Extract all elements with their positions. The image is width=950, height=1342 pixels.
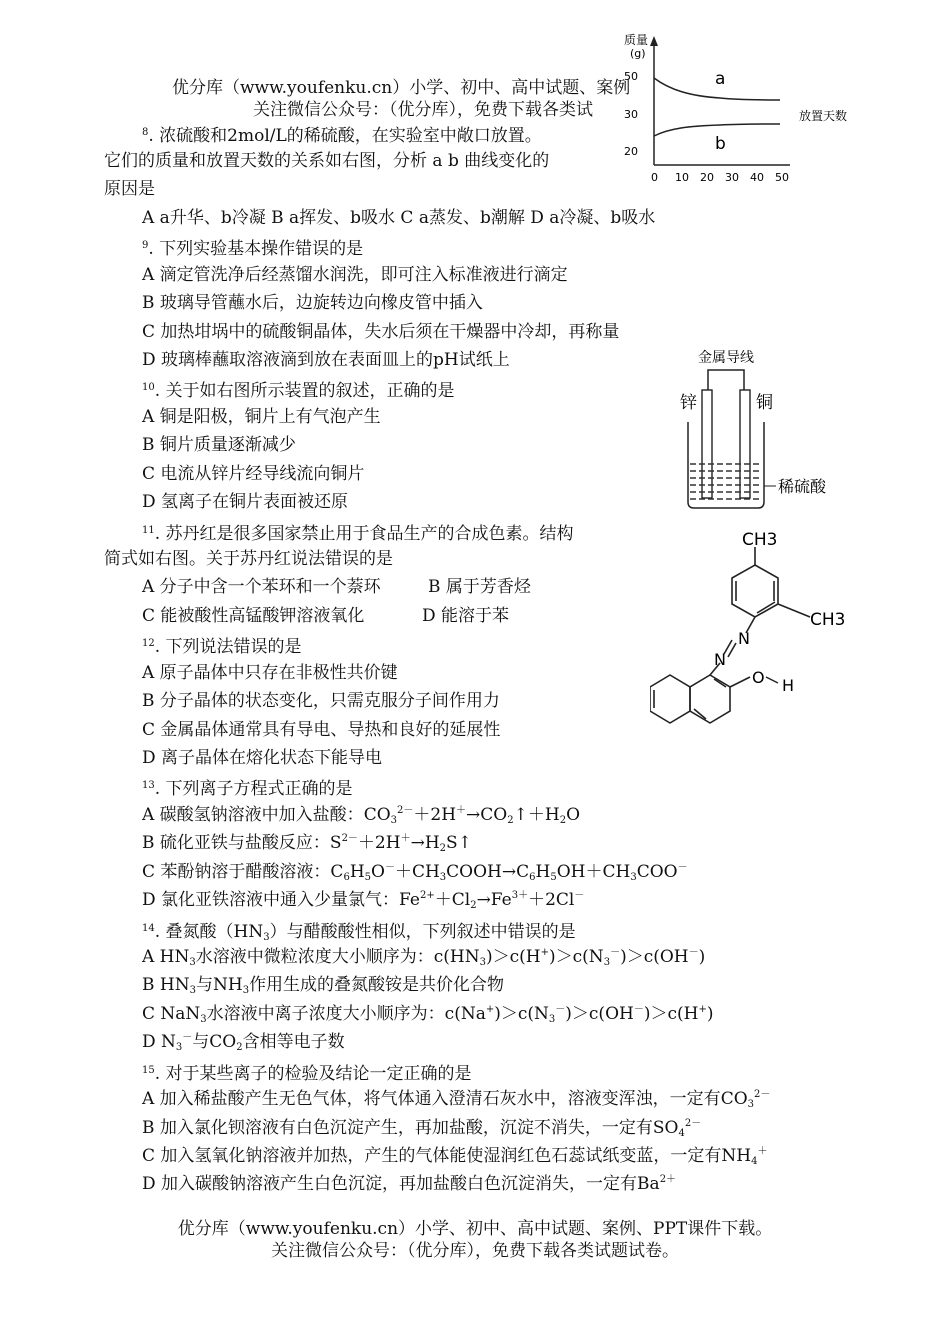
question-13-option-b: B 硫化亚铁与盐酸反应：$S^{2-}+2H^+\to H_2S↑$ [142,833,472,854]
graph-xlabel: 放置天数 [799,109,848,123]
curve-b-label: b [715,134,726,154]
question-14-option-b: B $HN_3$与$NH_3$作用生成的叠氮酸铵是共价化合物 [142,975,505,996]
question-12-option-d: D 离子晶体在熔化状态下能导电 [142,748,383,768]
x-tick: 10 [675,171,689,184]
question-14-stem: $^{14}$. 叠氮酸$(HN_3)$与醋酸酸性相似，下列叙述中错误的是 [142,922,576,943]
question-number: 11 [142,525,155,536]
graph-ylabel-unit: (g) [630,47,646,60]
footer-line-1: 优分库（www.youfenku.cn）小学、初中、高中试题、案例、PPT课件下载。 [177,1219,773,1239]
header-line-2: 关注微信公众号：（优分库），免费下载各类试 [253,100,593,120]
question-13-option-d: D 氯化亚铁溶液中通入少量氯气：$Fe^{2+}+Cl_2\to Fe^{3+}+2Cl^-$ [142,890,585,911]
question-9-option-a: A 滴定管洗净后经蒸馏水润洗，即可注入标准液进行滴定 [142,265,568,285]
wire-label: 金属导线 [698,350,754,366]
x-tick: 30 [725,171,739,184]
curve-a-label: a [715,69,726,89]
question-15-stem: $^{15}$. 对于某些离子的检验及结论一定正确的是 [142,1064,472,1084]
question-11-stem: $^{11}$. 苏丹红是很多国家禁止用于食品生产的合成色素。结构 [142,524,574,544]
question-11-option-a: A 分子中含一个苯环和一个萘环 [142,577,381,597]
graph-ylabel: 质量 [624,33,649,47]
question-13-stem: $^{13}$. 下列离子方程式正确的是 [142,779,353,799]
footer-line-2: 关注微信公众号：（优分库），免费下载各类试题试卷。 [271,1241,679,1261]
methyl-top-label: CH3 [742,530,778,550]
question-9-option-b: B 玻璃导管蘸水后，边旋转边向橡皮管中插入 [142,293,483,313]
question-8-stem-2: 它们的质量和放置天数的关系如右图，分析 a b 曲线变化的 [104,151,550,171]
question-9-option-d: D 玻璃棒蘸取溶液滴到放在表面皿上的pH试纸上 [142,350,510,370]
y-tick: 20 [624,145,638,158]
question-11-stem-2: 简式如右图。关于苏丹红说法错误的是 [104,549,393,569]
sudan-red-structure [650,525,850,730]
x-tick: 50 [775,171,789,184]
mass-days-graph [610,30,860,190]
azo-n2-label: N [714,650,726,669]
question-number: 9 [142,240,149,251]
x-tick: 0 [651,171,658,184]
question-14-option-c: C NaN$_3$水溶液中离子浓度大小顺序为：$c(Na^+)>c(N_3^-)>c(OH^-)>c(H^+)$ [142,1004,714,1025]
x-tick: 40 [750,171,764,184]
question-11-option-b: B 属于芳香烃 [428,577,531,597]
hydrogen-label: H [782,676,795,695]
question-12-option-c: C 金属晶体通常具有导电、导热和良好的延展性 [142,720,501,740]
question-10-option-a: A 铜是阳极，铜片上有气泡产生 [142,407,381,427]
y-tick: 30 [624,108,638,121]
question-10-option-d: D 氢离子在铜片表面被还原 [142,492,349,512]
question-13-option-a: A 碳酸氢钠溶液中加入盐酸：$CO_3^{2-}+2H^+\to CO_2↑+H_2O$ [142,805,581,826]
question-14-option-d: D $N_3^-$与$CO_2$含相等电子数 [142,1032,345,1053]
question-number: 10 [142,382,155,393]
question-12-option-b: B 分子晶体的状态变化，只需克服分子间作用力 [142,691,500,711]
question-8-stem: $^8$. 浓硫酸和2mol/L的稀硫酸，在实验室中敞口放置。 [142,126,542,146]
question-11-option-c: C 能被酸性高锰酸钾溶液氧化 [142,606,365,626]
question-9-option-c: C 加热坩埚中的硫酸铜晶体，失水后须在干燥器中冷却，再称量 [142,322,620,342]
question-8-stem-3: 原因是 [104,179,155,199]
azo-n1-label: N [738,629,750,648]
question-10-option-c: C 电流从锌片经导线流向铜片 [142,464,365,484]
question-14-option-a: A $HN_3$水溶液中微粒浓度大小顺序为：$c(HN_3)>c(H^+)>c(N_3^-)>c(OH^-)$ [142,947,706,968]
question-15-option-b: B 加入氯化钡溶液有白色沉淀产生，再加盐酸，沉淀不消失，一定有$SO_4^{2-}$ [142,1118,702,1139]
question-13-option-c: C 苯酚钠溶于醋酸溶液：$C_6H_5O^-+CH_3COOH\to C_6H_5OH+CH_3COO^-$ [142,862,688,883]
galvanic-cell-figure [670,346,850,516]
y-tick: 50 [624,70,638,83]
question-10-stem: $^{10}$. 关于如右图所示装置的叙述，正确的是 [142,381,455,401]
question-number: 8 [142,127,149,138]
question-number: 14 [142,923,155,934]
question-15-option-c: C 加入氢氧化钠溶液并加热，产生的气体能使湿润红色石蕊试纸变蓝，一定有$NH_4^+$ [142,1146,768,1167]
question-12-option-a: A 原子晶体中只存在非极性共价键 [142,663,398,683]
question-8-options: A a升华、b冷凝 B a挥发、b吸水 C a蒸发、b潮解 D a冷凝、b吸水 [142,208,656,228]
question-number: 15 [142,1065,155,1076]
question-9-stem: $^9$. 下列实验基本操作错误的是 [142,239,364,259]
solution-label: 稀硫酸 [778,477,827,496]
header-line-1: 优分库（www.youfenku.cn）小学、初中、高中试题、案例 [172,78,631,98]
question-number: 13 [142,780,155,791]
copper-label: 铜 [756,393,773,413]
methyl-right-label: CH3 [810,610,846,630]
question-10-option-b: B 铜片质量逐渐减少 [142,435,296,455]
question-15-option-a: A 加入稀盐酸产生无色气体，将气体通入澄清石灰水中，溶液变浑浊，一定有$CO_3^{2-}$ [142,1089,771,1110]
question-15-option-d: D 加入碳酸钠溶液产生白色沉淀，再加盐酸白色沉淀消失，一定有$Ba^{2+}$ [142,1174,677,1194]
question-12-stem: $^{12}$. 下列说法错误的是 [142,637,302,657]
x-tick: 20 [700,171,714,184]
zinc-label: 锌 [680,393,697,413]
question-11-option-d: D 能溶于苯 [422,606,510,626]
oxygen-label: O [752,668,765,687]
question-number: 12 [142,638,155,649]
